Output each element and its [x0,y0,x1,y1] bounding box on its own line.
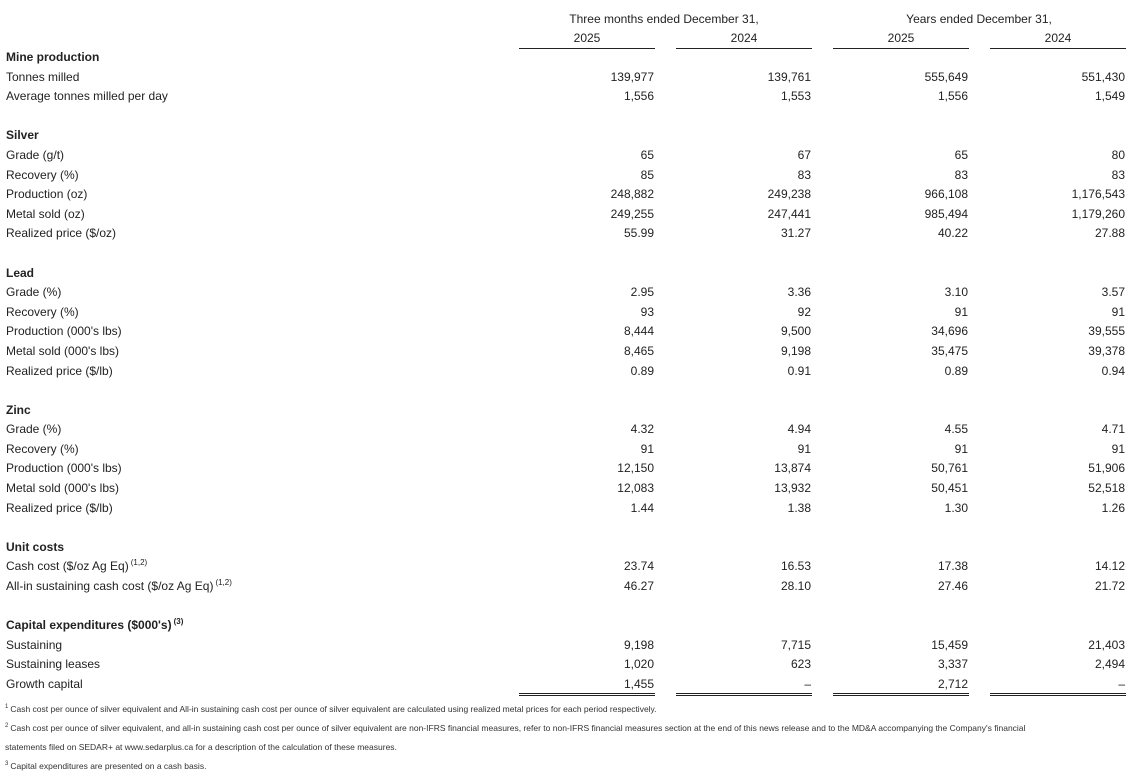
table-cell: 1.38 [787,500,811,515]
footnote-text: Cash cost per ounce of silver equivalent, and all-in sustaining cash cost per ounce of silver equivalent are non-IFRS financial measures, refer to non-IFRS financial measures section at the end of this news release and to the MD&A accompanying the Company's financial [10,723,1026,733]
row-label-text: Realized price ($/lb) [6,363,113,378]
table-cell: 0.91 [787,363,811,378]
table-cell: 1,556 [937,89,968,104]
row-label [6,362,113,382]
table-cell: 1,179,260 [1071,206,1125,221]
table-cell: 12,150 [617,461,654,476]
table-cell: 51,906 [1088,461,1125,476]
section-spacer [0,107,1126,127]
table-cell: 93 [640,304,654,319]
table-cell: 2,712 [937,677,968,691]
row-label [6,68,79,88]
footnote-text: statements filed on SEDAR+ at www.sedarplus.ca for a description of the calculation of these measures. [5,742,397,752]
column-header [0,4,1126,50]
bottom-rule [519,695,655,696]
table-cell: – [1118,677,1125,691]
table-cell: 27.88 [1094,226,1125,241]
section-title [6,48,99,68]
table-cell: 985,494 [924,206,968,221]
table-row [0,303,1126,323]
section-title [6,538,64,558]
table-cell: 7,715 [780,637,811,652]
group-title-years: Years ended December 31, [906,12,1052,26]
table-cell: 249,255 [610,206,654,221]
table-cell: 83 [1111,167,1125,182]
bottom-rule [990,695,1126,696]
section-spacer [0,518,1126,538]
table-cell: 3.57 [1101,285,1125,300]
table-cell: 1,455 [623,677,654,691]
row-label [6,87,168,107]
footnote-ref: (1,2) [215,578,232,588]
section-header [0,48,1126,68]
row-label-text: Grade (%) [6,285,62,300]
section-title [6,264,34,284]
table-cell: 0.89 [944,363,968,378]
table-cell: 92 [797,304,811,319]
group-title-three-months: Three months ended December 31, [569,12,759,26]
table-cell: 1,176,543 [1071,187,1125,202]
section-title-text: Zinc [6,402,31,417]
production-table [0,48,1126,695]
section-title [6,401,31,421]
footnote [5,700,1123,719]
table-cell: 55.99 [623,226,654,241]
section-spacer [0,381,1126,401]
table-row [0,636,1126,656]
row-label [6,479,119,499]
row-label-text: Average tonnes milled per day [6,89,168,104]
table-cell: 65 [954,147,968,162]
table-cell: 31.27 [780,226,811,241]
footnotes [5,700,1123,776]
table-cell: 65 [640,147,654,162]
table-cell: 8,444 [623,324,654,339]
row-label-text: Realized price ($/lb) [6,500,113,515]
table-cell: 8,465 [623,343,654,358]
row-label-text: Grade (g/t) [6,147,65,162]
footnote-ref: (1,2) [130,558,148,568]
table-cell: 249,238 [767,187,811,202]
table-row [0,322,1126,342]
row-label [6,459,122,479]
table-row [0,499,1126,519]
table-cell: 17.38 [937,559,968,574]
year-header: 2025 [887,31,915,45]
table-row [0,362,1126,382]
table-row [0,87,1126,107]
table-cell: 3,337 [937,657,968,672]
row-label-text: Tonnes milled [6,69,80,84]
bottom-rule [833,693,969,694]
bottom-rule [833,695,969,696]
table-cell: 34,696 [931,324,968,339]
table-cell: 1,020 [623,657,654,672]
row-label-text: Metal sold (oz) [6,206,85,221]
table-cell: 139,761 [767,69,811,84]
row-label-text: Production (oz) [6,187,88,202]
table-row [0,342,1126,362]
row-label-text: Growth capital [6,677,83,691]
row-label-text: Sustaining [6,637,63,652]
bottom-rule [519,693,655,694]
year-header: 2024 [730,31,758,45]
table-cell: 139,977 [610,69,654,84]
table-cell: 16.53 [780,559,811,574]
row-label [6,499,113,519]
table-cell: 1,553 [780,89,811,104]
section-header [0,264,1126,284]
table-cell: 13,874 [774,461,811,476]
table-row [0,283,1126,303]
year-header: 2024 [1044,31,1072,45]
footnote-mark: 1 [5,704,9,710]
table-cell: 247,441 [767,206,811,221]
table-cell: 83 [797,167,811,182]
footnote [5,757,1123,776]
row-label-text: Sustaining leases [6,657,101,672]
bottom-rule [676,695,812,696]
row-label [6,303,79,323]
row-label-text: Recovery (%) [6,167,79,182]
footnote-text: Capital expenditures are presented on a cash basis. [10,761,207,771]
table-cell: 52,518 [1088,481,1125,496]
row-label [6,557,147,577]
table-row [0,479,1126,499]
table-cell: 50,451 [931,481,968,496]
row-label [6,420,61,440]
row-label [6,146,64,166]
row-label [6,342,119,362]
row-label-text: Cash cost ($/oz Ag Eq) [6,559,129,574]
table-row [0,185,1126,205]
section-title-text: Mine production [6,50,100,64]
section-header [0,538,1126,558]
table-cell: 4.71 [1101,422,1125,437]
table-row [0,675,1126,695]
table-cell: 1.44 [630,500,654,515]
table-cell: 13,932 [774,481,811,496]
table-cell: 551,430 [1081,69,1125,84]
table-cell: 85 [640,167,654,182]
table-cell: 35,475 [931,343,968,358]
bottom-rule [676,693,812,694]
row-label [6,577,232,597]
footnote-mark: 3 [5,761,9,767]
table-cell: 1,556 [623,89,654,104]
table-cell: 4.55 [944,422,968,437]
table-cell: 83 [954,167,968,182]
table-cell: 46.27 [623,579,654,594]
table-cell: 12,083 [617,481,654,496]
section-header [0,616,1126,636]
footnote-ref: (3) [173,617,184,627]
section-title [6,126,39,146]
footnote [5,719,1123,738]
table-cell: 39,378 [1088,343,1125,358]
row-label-text: Production (000's lbs) [6,461,122,476]
table-cell: 23.74 [623,559,654,574]
section-title-text: Silver [6,128,39,143]
row-label [6,224,116,244]
table-row [0,205,1126,225]
table-row [0,224,1126,244]
table-cell: 91 [797,441,811,456]
table-cell: 91 [1111,304,1125,319]
table-row [0,68,1126,88]
table-cell: 28.10 [780,579,811,594]
table-cell: 39,555 [1088,324,1125,339]
row-label-text: Production (000's lbs) [6,324,122,339]
table-cell: 21,403 [1088,637,1125,652]
table-cell: 91 [1111,441,1125,456]
section-title-text: Capital expenditures ($000's) [6,618,172,633]
row-label-text: Realized price ($/oz) [6,226,117,241]
section-spacer [0,244,1126,264]
table-row [0,459,1126,479]
table-cell: 248,882 [610,187,654,202]
section-title-text: Unit costs [6,539,65,554]
table-cell: 4.94 [787,422,811,437]
row-label [6,655,100,675]
table-cell: 1,549 [1094,89,1125,104]
section-spacer [0,597,1126,617]
row-label-text: Recovery (%) [6,304,79,319]
row-label [6,166,79,186]
table-cell: 4.32 [630,422,654,437]
table-cell: 91 [954,304,968,319]
row-label-text: Metal sold (000's lbs) [6,343,120,358]
section-header [0,126,1126,146]
row-label-text: All-in sustaining cash cost ($/oz Ag Eq) [6,579,214,594]
table-cell: 1.30 [944,500,968,515]
table-row [0,146,1126,166]
table-cell: 0.89 [630,363,654,378]
table-cell: 21.72 [1094,579,1125,594]
table-row [0,655,1126,675]
table-cell: 15,459 [931,637,968,652]
row-label [6,636,62,656]
table-cell: 3.36 [787,285,811,300]
table-cell: 80 [1111,147,1125,162]
table-cell: 50,761 [931,461,968,476]
table-row [0,420,1126,440]
row-label-text: Recovery (%) [6,441,79,456]
row-label [6,185,87,205]
row-label [6,440,79,460]
table-cell: 91 [954,441,968,456]
row-label-text: Metal sold (000's lbs) [6,481,120,496]
table-row [0,577,1126,597]
footnote-text: Cash cost per ounce of silver equivalent and All-in sustaining cash cost per ounce of silver equivalent are calculated using realized metal prices for each period respectively. [10,704,657,714]
table-cell: 91 [640,441,654,456]
table-cell: 9,198 [623,637,654,652]
table-cell: 0.94 [1101,363,1125,378]
table-cell: 555,649 [924,69,968,84]
table-cell: 14.12 [1094,559,1125,574]
table-row [0,166,1126,186]
section-header [0,401,1126,421]
table-row [0,557,1126,577]
table-cell: 67 [797,147,811,162]
section-title-text: Lead [6,265,35,280]
year-header: 2025 [573,31,601,45]
footnote-mark: 2 [5,723,9,729]
row-label [6,283,61,303]
footnote [5,738,1123,757]
table-cell: 3.10 [944,285,968,300]
table-cell: 1.26 [1101,500,1125,515]
table-cell: 2.95 [630,285,654,300]
table-cell: – [804,677,811,691]
table-cell: 40.22 [937,226,968,241]
table-cell: 9,198 [780,343,811,358]
table-cell: 623 [790,657,811,672]
row-label [6,675,83,695]
table-cell: 2,494 [1094,657,1125,672]
table-cell: 27.46 [937,579,968,594]
section-title [6,616,183,636]
row-label [6,322,122,342]
row-label-text: Grade (%) [6,422,62,437]
bottom-rule [990,693,1126,694]
table-cell: 966,108 [924,187,968,202]
table-cell: 9,500 [780,324,811,339]
row-label [6,205,85,225]
table-row [0,440,1126,460]
